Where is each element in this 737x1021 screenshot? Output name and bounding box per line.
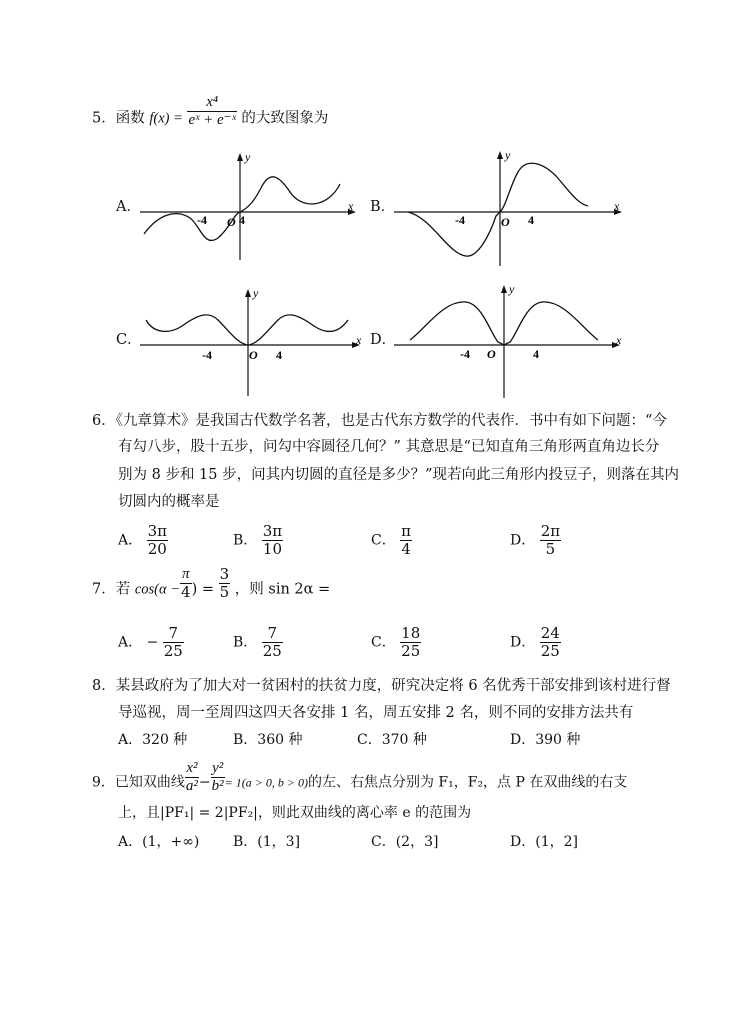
numerator: 3π [147,522,167,540]
option-text: 320 种 [142,732,188,748]
q7-number: 7． [92,581,116,598]
option-label: D． [510,834,536,850]
q9-option-d[interactable] [510,831,578,851]
pos-tick: 4 [276,348,282,362]
q5-stem-post: 的大致图象为 [241,110,329,127]
q9-number: 9． [92,774,115,791]
q5-number: 5． [92,110,116,127]
q7-pre: 若 [115,581,131,598]
q5-func-numerator: x⁴ [206,94,219,110]
numerator: 3 [219,565,230,583]
option-fraction [262,625,283,660]
q5-graph-a [138,148,360,264]
numerator: 18 [401,624,421,642]
option-fraction [540,523,561,558]
denominator: 25 [163,642,183,660]
option-label: C． [371,532,396,549]
denominator: 5 [219,583,230,601]
numerator: 3π [262,522,283,540]
curve [146,315,348,345]
numerator: 2π [540,522,561,540]
option-text: (1，3] [257,834,301,850]
numerator: y² [212,760,224,776]
y-label: y [509,282,515,296]
q6-line-1-text: 《九章算术》是我国古代数学名著，也是古代东方数学的代表作．书中有如下问题：“今 [115,413,667,429]
denominator: 10 [262,540,282,558]
neg-tick: -4 [455,213,465,227]
option-label: D． [510,732,536,748]
curve [408,163,588,256]
denominator: 25 [540,642,560,660]
option-label: B． [233,634,258,651]
q7-option-a[interactable] [118,625,184,660]
x-label: x [348,199,354,213]
q9-line-1-post: 的左、右焦点分别为 F₁，F₂，点 P 在双曲线的右支 [307,774,628,791]
numerator: 7 [267,624,278,642]
x-label: x [614,199,620,213]
q7-option-d[interactable] [510,625,561,660]
q8-option-b[interactable] [233,729,302,749]
q8-number: 8． [92,678,116,694]
option-sign: − [146,634,159,651]
q7-option-b[interactable] [233,625,283,660]
option-text: (1，2] [535,834,578,850]
denominator: b² [211,778,224,794]
q5-graph-d [392,282,624,402]
q9-y-fraction [211,760,225,795]
q9-x-fraction [185,760,199,795]
option-label: A． [118,834,143,850]
q7-option-c[interactable] [371,625,421,660]
q6-line-1 [92,411,667,431]
neg-tick: -4 [460,347,470,361]
q8-option-c[interactable] [357,729,427,749]
y-axis-arrow-icon [237,153,243,161]
q6-option-d[interactable] [510,523,561,558]
q7-cos-part: cos(α − [134,581,181,598]
option-label: D． [510,532,536,549]
q5-stem [92,94,329,129]
numerator: π [401,522,412,540]
y-label: y [505,148,511,162]
q9-option-a[interactable] [118,831,199,851]
curve [144,177,340,241]
option-fraction [400,625,421,660]
q5-graph-b [392,146,628,270]
y-axis-arrow-icon [497,151,503,159]
numerator: x² [186,760,198,776]
q6-line-4: 切圆内的概率是 [118,494,220,510]
option-fraction [163,625,184,660]
option-label: A． [118,532,143,549]
q9-option-c[interactable] [371,831,438,851]
q5-func-denominator: eˣ + e⁻ˣ [188,112,236,128]
option-label: B． [233,532,258,549]
q7-post: ，则 sin 2α = [234,581,331,598]
q7-value-fraction [219,566,231,601]
option-label: A． [118,732,143,748]
q5-stem-pre: 函数 [115,110,145,127]
y-label: y [253,286,259,300]
option-text: 360 种 [257,732,303,748]
q9-eq-rest: = 1(a > 0, b > 0) [224,775,308,790]
q5-graph-d-label: D． [370,332,397,348]
q8-option-d[interactable] [510,729,580,749]
q5-graph-c-label: C． [116,332,142,348]
q6-option-a[interactable] [118,523,168,558]
y-axis-arrow-icon [501,285,507,293]
option-fraction [147,523,168,558]
option-text: 390 种 [535,732,581,748]
q6-number: 6． [92,413,116,429]
option-label: B． [233,732,258,748]
origin-label: O [249,348,258,362]
q7-pi-fraction [180,566,192,601]
denominator: a² [185,778,198,794]
q8-option-a[interactable] [118,729,187,749]
denominator: 25 [262,642,282,660]
q7-stem [92,565,331,601]
option-fraction [400,523,412,558]
option-fraction [540,625,561,660]
q5-graph-a-label: A． [116,199,141,215]
origin-label: O [501,215,510,229]
q8-line-1 [92,676,671,696]
numerator: 7 [168,624,179,642]
q6-option-c[interactable] [371,523,412,558]
x-label: x [616,333,622,347]
origin-label: O [227,215,236,229]
pos-tick: 4 [239,213,245,227]
q8-line-2: 导巡视，周一至周四这四天各安排 1 名，周五安排 2 名，则不同的安排方法共有 [118,705,634,721]
q6-line-3: 别为 8 步和 15 步，问其内切圆的直径是多少？”现若向此三角形内投豆子，则落在其内 [118,467,680,483]
y-axis-arrow-icon [245,289,251,297]
neg-tick: -4 [197,213,207,227]
option-label: C． [357,732,382,748]
option-label: D． [510,634,536,651]
option-label: C． [371,634,396,651]
denominator: 20 [147,540,167,558]
y-label: y [245,150,251,164]
denominator: 5 [540,540,561,558]
option-text: (2，3] [395,834,439,850]
q6-option-b[interactable] [233,523,283,558]
q5-func-fraction [187,94,236,129]
origin-label: O [487,347,496,361]
denominator: 25 [401,642,421,660]
option-label: A． [118,634,143,651]
numerator: 24 [540,624,560,642]
q9-pre: 已知双曲线 [114,774,185,791]
option-fraction [262,523,283,558]
q6-line-2: 有勾八步，股十五步，问勾中容圆径几何？” 其意思是“已知直角三角形两直角边长分 [118,439,660,455]
q5-func-lhs: f(x) = [149,110,183,127]
q5-graph-b-label: B． [370,199,396,215]
q7-close-eq: ) = [191,581,214,598]
neg-tick: -4 [202,348,212,362]
q9-minus: − [198,774,211,791]
option-label: C． [371,834,396,850]
x-label: x [356,333,362,347]
option-label: B． [233,834,258,850]
numerator: π [182,566,190,582]
pos-tick: 4 [533,347,539,361]
q9-line-1 [92,760,628,795]
pos-tick: 4 [528,213,534,227]
denominator: 4 [401,540,411,558]
q8-line-1-text: 某县政府为了加大对一贫困村的扶贫力度，研究决定将 6 名优秀干部安排到该村进行督 [115,678,671,694]
q9-option-b[interactable] [233,831,300,851]
q5-graph-c [138,286,364,400]
option-text: (1，+∞) [142,834,200,850]
option-text: 370 种 [381,732,427,748]
q9-line-2: 上，且|PF₁| = 2|PF₂|，则此双曲线的离心率 e 的范围为 [118,805,472,821]
denominator: 4 [181,583,191,601]
